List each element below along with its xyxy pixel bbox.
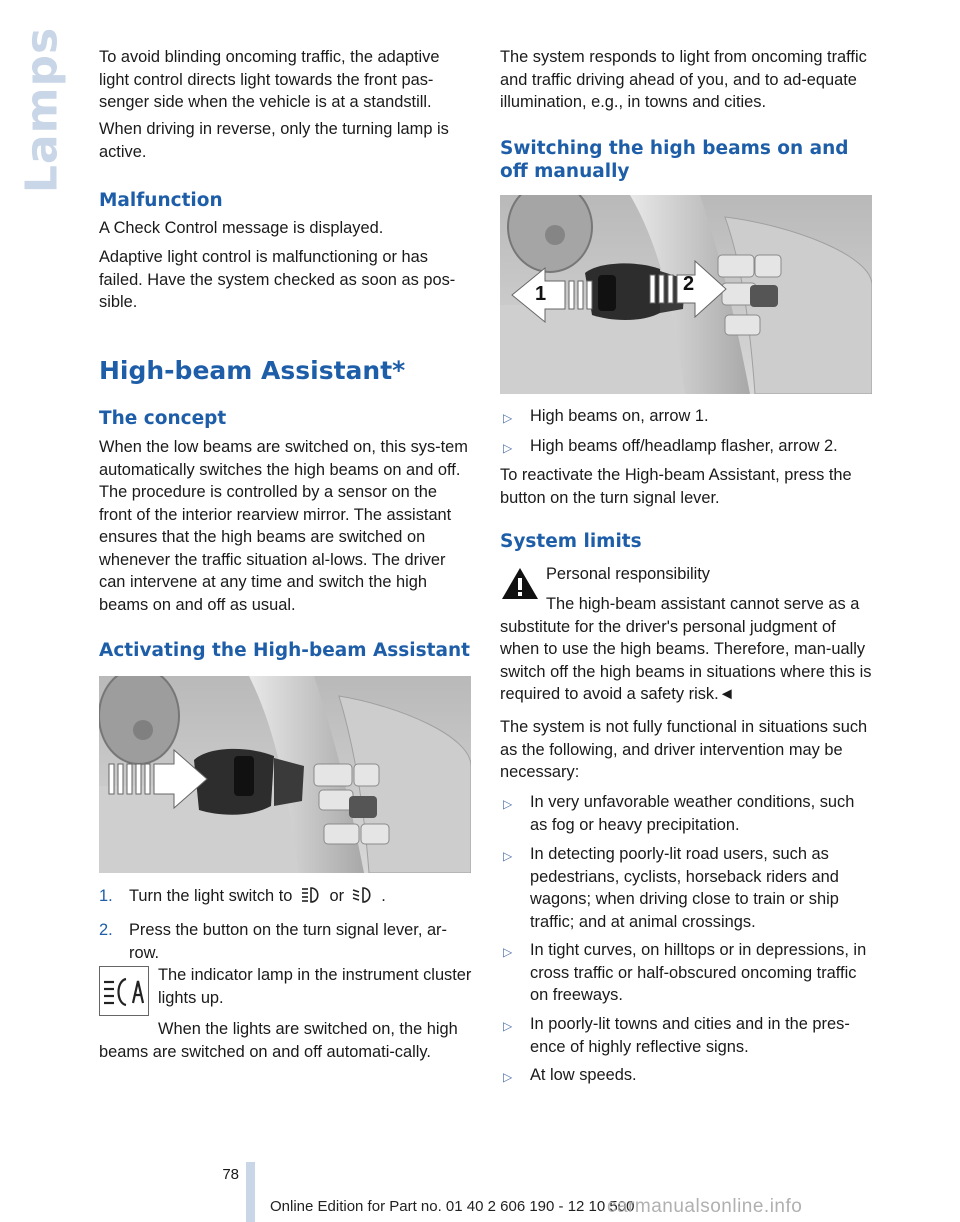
step-text: Turn the light switch to bbox=[129, 887, 293, 905]
warning-title: Personal responsibility bbox=[546, 565, 710, 583]
list-item bbox=[99, 919, 473, 964]
section-tab bbox=[16, 26, 68, 194]
concept-heading: The concept bbox=[99, 408, 227, 429]
bullet-text: High beams off/headlamp flasher, arrow 2. bbox=[530, 437, 838, 455]
list-item bbox=[500, 791, 874, 836]
paragraph: A Check Control message is displayed. bbox=[99, 219, 384, 237]
step-text: or bbox=[329, 887, 345, 905]
paragraph: The indicator lamp in the instrument cluster lights up. bbox=[158, 966, 472, 1007]
bullet-triangle-icon: ▷ bbox=[503, 441, 513, 455]
paragraph: To reactivate the High-beam Assistant, press the button on the turn signal lever. bbox=[500, 466, 852, 507]
bullet-triangle-icon: ▷ bbox=[503, 1019, 513, 1033]
page-number: 78 bbox=[222, 1166, 239, 1183]
list-item bbox=[500, 843, 874, 933]
high-beam-auto-icon bbox=[300, 886, 322, 904]
paragraph: Adaptive light control is malfunctioning or has failed. Have the system checked as soon as pos‐sible. bbox=[99, 248, 456, 311]
list-item bbox=[99, 885, 473, 908]
paragraph: When the low beams are switched on, this sys‐tem automatically switches the high beams on and off. The procedure is controlled by a sensor on the front of the interior rearview mirror. The assistant ensures that the high beams are switched on whenever the traffic situation al‐lows. The driver can intervene at any time and switch the high beams on and off as usual. bbox=[99, 438, 468, 614]
paragraph: When the lights are switched on, the high beams are switched on and off automati‐cally. bbox=[99, 1020, 458, 1061]
step-number: 2. bbox=[99, 921, 113, 939]
bullet-triangle-icon: ▷ bbox=[503, 797, 513, 811]
bullet-triangle-icon: ▷ bbox=[503, 1070, 513, 1084]
list-item bbox=[500, 1064, 874, 1087]
list-item bbox=[500, 939, 874, 1007]
manual-heading: Switching the high beams on and off manually bbox=[500, 138, 849, 182]
low-beam-icon bbox=[352, 886, 374, 904]
warning-body: The high-beam assistant cannot serve as a substitute for the driver's personal judgment of when to use the high beams. Therefore, man‐ually switch off the high beams in situations where this is required to avoid a safety risk.◄ bbox=[500, 595, 872, 703]
bullet-text: At low speeds. bbox=[530, 1066, 637, 1084]
paragraph: The system responds to light from oncoming traffic and traffic driving ahead of you, and to ad‐equate illumination, e.g., in towns and cities. bbox=[500, 48, 867, 111]
indicator-lamp-icon bbox=[99, 966, 149, 1016]
list-item bbox=[500, 1013, 874, 1058]
bullet-text: In detecting poorly-lit road users, such as pedestrians, cyclists, horseback riders and wagons; when driving close to train or ship traffic; and at animal crossings. bbox=[530, 845, 839, 931]
arrow-1-label: 1 bbox=[535, 283, 547, 305]
footer-divider bbox=[246, 1162, 255, 1222]
watermark: carmanualsonline.info bbox=[607, 1196, 803, 1217]
paragraph: When driving in reverse, only the turning lamp is active. bbox=[99, 120, 449, 161]
step-text: Press the button on the turn signal lever, ar‐row. bbox=[129, 921, 447, 962]
bullet-text: High beams on, arrow 1. bbox=[530, 407, 709, 425]
steering-wheel-illustration bbox=[99, 676, 471, 873]
bullet-triangle-icon: ▷ bbox=[503, 945, 513, 959]
bullet-text: In tight curves, on hilltops or in depressions, in cross traffic or half-obscured oncoming traffic on freeways. bbox=[530, 941, 867, 1004]
arrow-2-label: 2 bbox=[683, 273, 695, 295]
steering-wheel-figure bbox=[99, 676, 471, 873]
bullet-text: In poorly-lit towns and cities and in the pres‐ence of highly reflective signs. bbox=[530, 1015, 850, 1056]
steering-wheel-arrows-figure bbox=[500, 195, 872, 394]
step-text: . bbox=[381, 887, 386, 905]
bullet-triangle-icon: ▷ bbox=[503, 411, 513, 425]
activating-heading: Activating the High-beam Assistant bbox=[99, 640, 470, 661]
bullet-text: In very unfavorable weather conditions, such as fog or heavy precipitation. bbox=[530, 793, 855, 834]
paragraph: To avoid blinding oncoming traffic, the adaptive light control directs light towards the front pas‐senger side when the vehicle is at a standstill. bbox=[99, 48, 440, 111]
limits-heading: System limits bbox=[500, 531, 642, 552]
edition-text: Online Edition for Part no. 01 40 2 606 190 - 12 10 500 bbox=[270, 1198, 635, 1215]
malfunction-heading: Malfunction bbox=[99, 190, 223, 211]
paragraph: The system is not fully functional in situations such as the following, and driver intervention may be necessary: bbox=[500, 718, 868, 781]
bullet-triangle-icon: ▷ bbox=[503, 849, 513, 863]
section-heading: High-beam Assistant* bbox=[99, 356, 406, 385]
list-item bbox=[500, 435, 874, 458]
list-item bbox=[500, 405, 874, 428]
section-tab-label: Lamps bbox=[16, 26, 68, 194]
step-number: 1. bbox=[99, 887, 113, 905]
